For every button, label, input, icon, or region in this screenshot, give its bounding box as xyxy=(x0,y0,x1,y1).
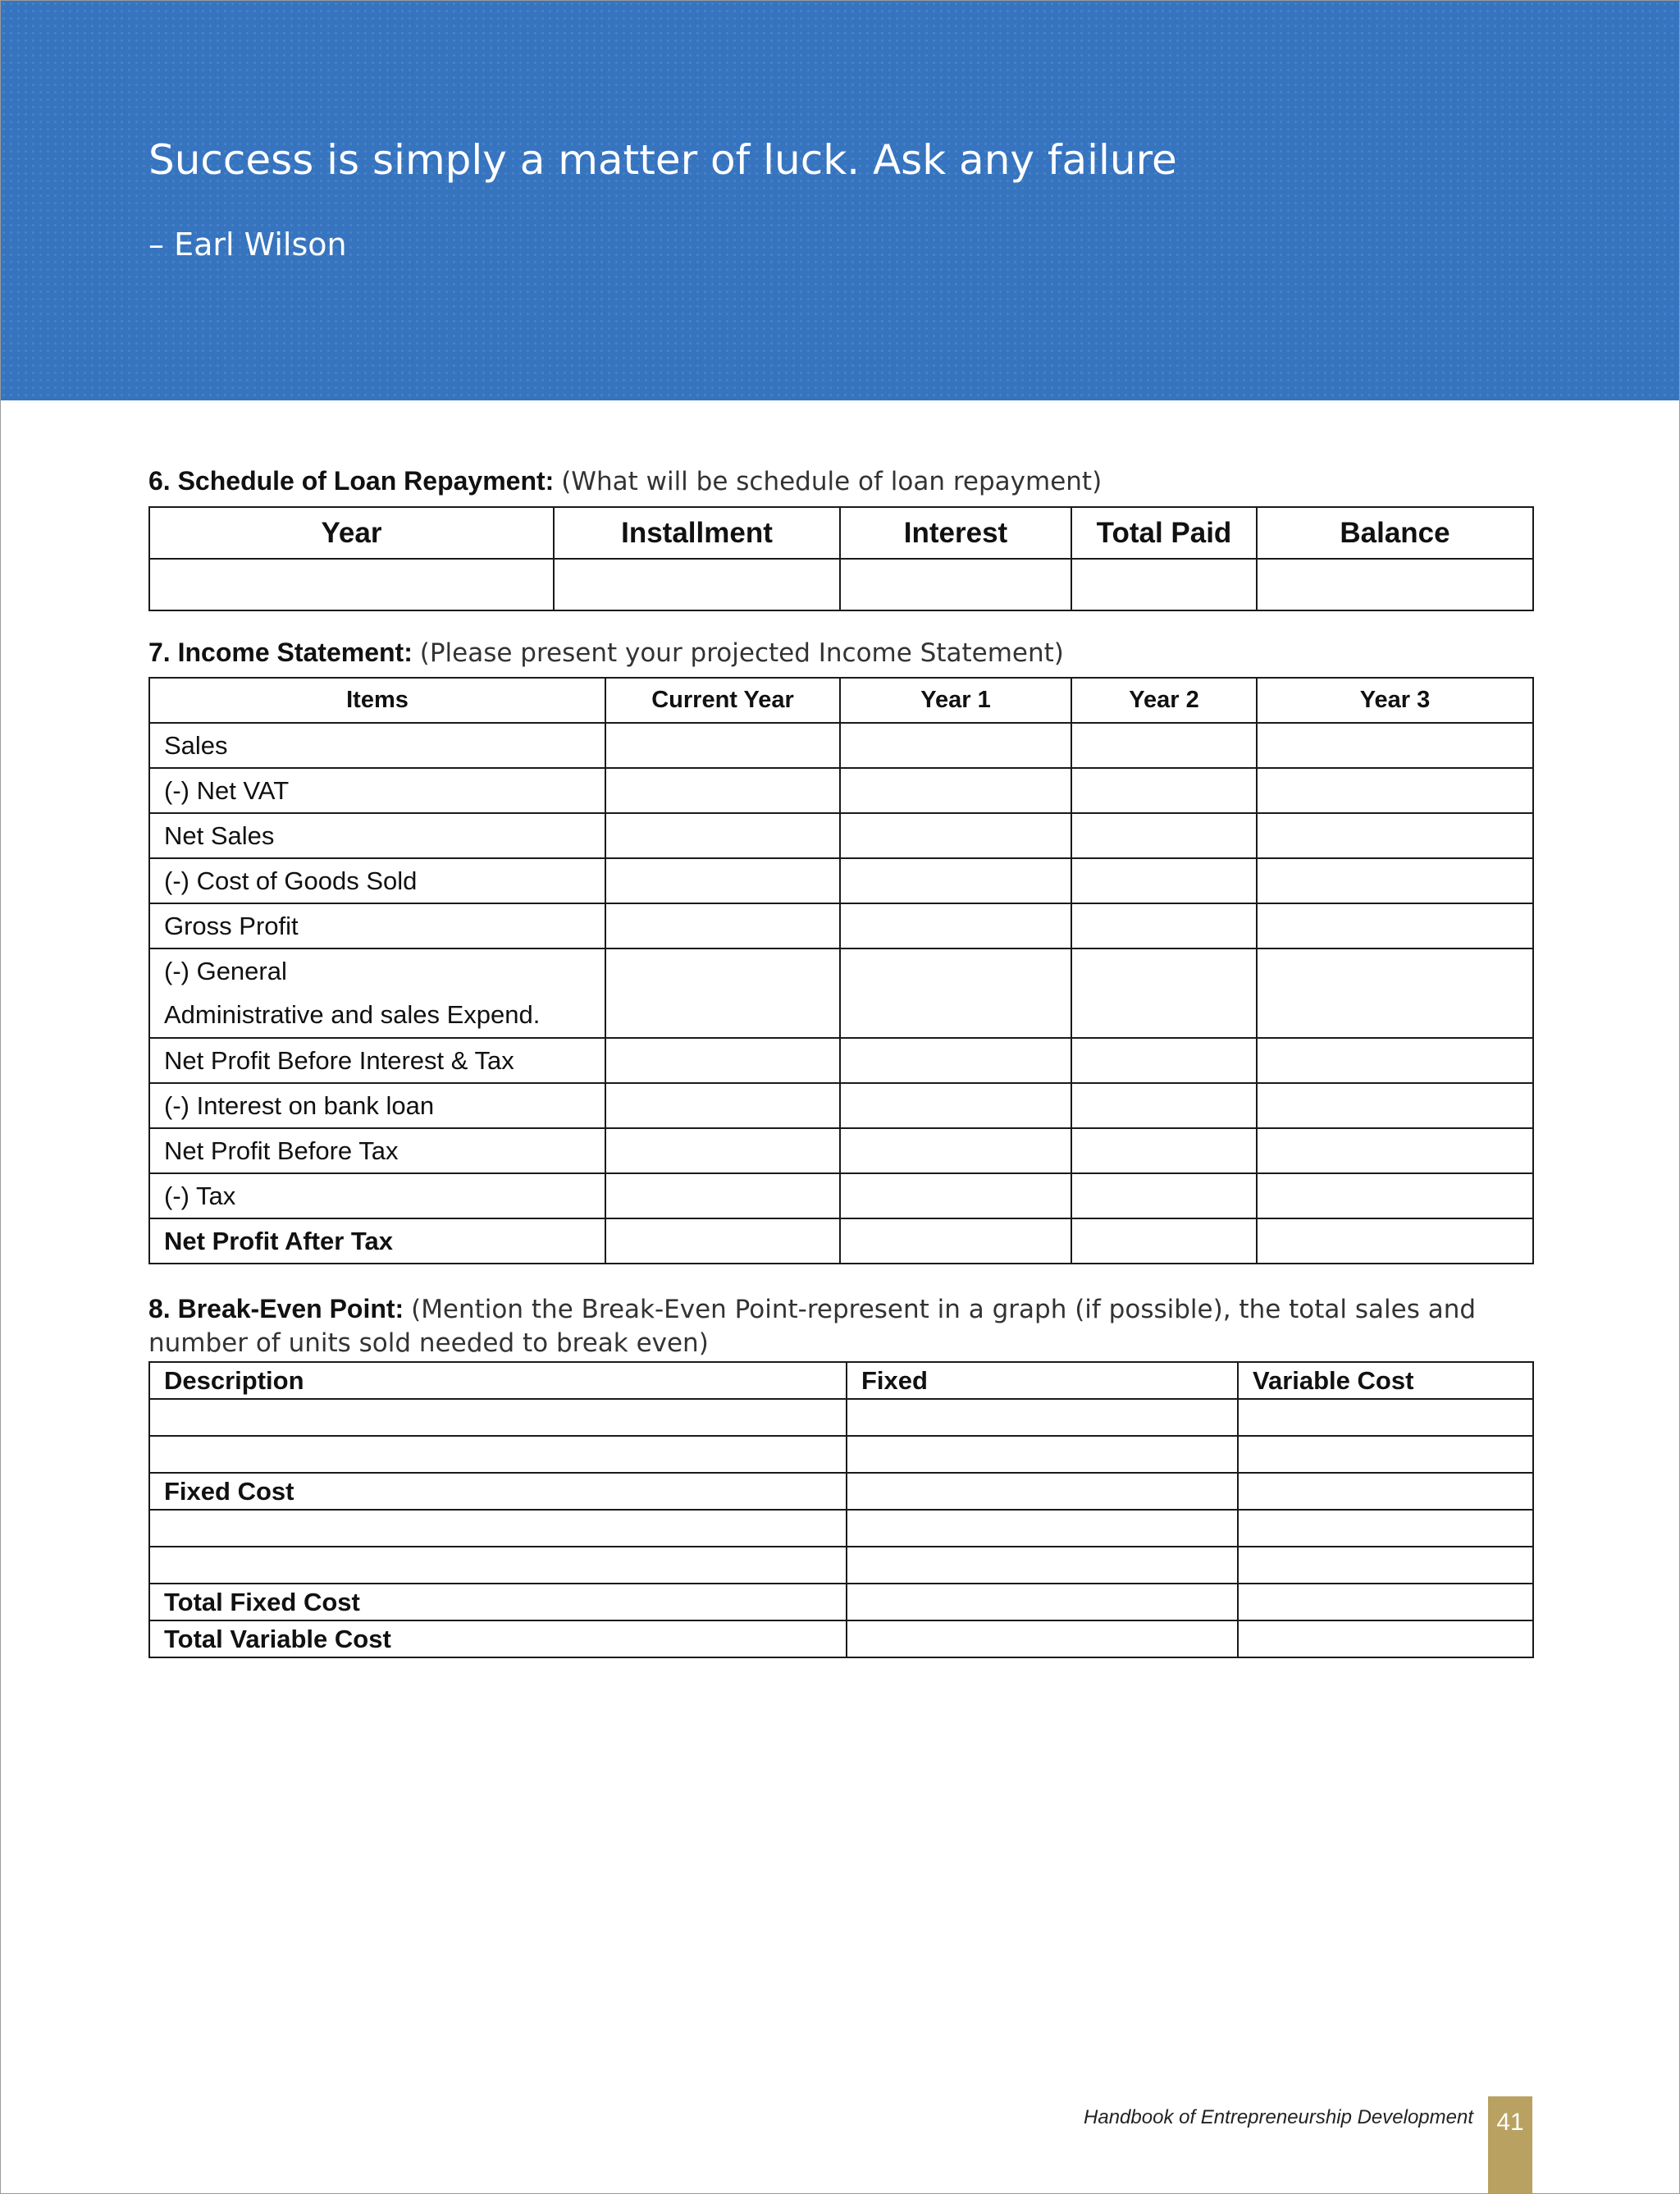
row-label-cost-of-goods-sold: (-) Cost of Goods Sold xyxy=(149,858,605,903)
row-label-net-profit-after-tax: Net Profit After Tax xyxy=(149,1218,605,1264)
table-row xyxy=(149,948,1533,1038)
column-header-interest: Interest xyxy=(840,507,1071,559)
empty-cell[interactable] xyxy=(847,1399,1238,1436)
breakeven-section-heading xyxy=(148,1292,1535,1360)
empty-cell[interactable] xyxy=(847,1584,1238,1620)
quote-text: Success is simply a matter of luck. Ask any failure xyxy=(148,136,1177,184)
row-label-general: (-) General xyxy=(164,957,287,985)
empty-cell[interactable] xyxy=(847,1473,1238,1510)
row-label-net-sales: Net Sales xyxy=(149,813,605,858)
row-label-net-profit-before-interest-tax: Net Profit Before Interest & Tax xyxy=(149,1038,605,1083)
column-header-year-1: Year 1 xyxy=(840,678,1071,723)
empty-cell[interactable] xyxy=(149,1510,847,1547)
empty-cell[interactable] xyxy=(1238,1473,1533,1510)
empty-cell[interactable] xyxy=(840,559,1071,610)
empty-cell[interactable] xyxy=(1071,948,1257,1038)
header-banner xyxy=(0,0,1680,400)
empty-cell[interactable] xyxy=(554,559,840,610)
row-label-interest-bank-loan: (-) Interest on bank loan xyxy=(149,1083,605,1128)
empty-cell[interactable] xyxy=(1071,1218,1257,1264)
table-header-row xyxy=(149,507,1533,559)
empty-cell[interactable] xyxy=(840,1038,1071,1083)
table-row xyxy=(149,1436,1533,1473)
empty-cell[interactable] xyxy=(605,813,840,858)
empty-cell[interactable] xyxy=(847,1436,1238,1473)
row-label-gross-profit: Gross Profit xyxy=(149,903,605,948)
empty-cell[interactable] xyxy=(1071,1173,1257,1218)
column-header-year-3: Year 3 xyxy=(1257,678,1533,723)
empty-cell[interactable] xyxy=(1257,1173,1533,1218)
table-row xyxy=(149,723,1533,768)
empty-cell[interactable] xyxy=(847,1620,1238,1657)
row-label-admin-expend: Administrative and sales Expend. xyxy=(164,1000,541,1029)
empty-cell[interactable] xyxy=(840,1128,1071,1173)
empty-cell[interactable] xyxy=(840,858,1071,903)
table-row xyxy=(149,1173,1533,1218)
empty-cell[interactable] xyxy=(1071,813,1257,858)
empty-cell[interactable] xyxy=(605,948,840,1038)
empty-cell[interactable] xyxy=(605,1173,840,1218)
empty-cell[interactable] xyxy=(605,1038,840,1083)
empty-cell[interactable] xyxy=(1238,1436,1533,1473)
empty-cell[interactable] xyxy=(840,813,1071,858)
empty-cell[interactable] xyxy=(1071,1038,1257,1083)
breakeven-section-note: (Mention the Break-Even Point-represent in a graph (if possible), the total sales and number of units sold needed to break even) xyxy=(148,1295,1477,1358)
empty-cell[interactable] xyxy=(847,1510,1238,1547)
empty-cell[interactable] xyxy=(1071,768,1257,813)
empty-cell[interactable] xyxy=(847,1547,1238,1584)
row-label-sales: Sales xyxy=(149,723,605,768)
income-section-note: (Please present your projected Income Statement) xyxy=(419,638,1064,668)
row-label-net-profit-before-tax: Net Profit Before Tax xyxy=(149,1128,605,1173)
table-row xyxy=(149,1128,1533,1173)
empty-cell[interactable] xyxy=(149,1436,847,1473)
empty-cell[interactable] xyxy=(1257,723,1533,768)
table-row xyxy=(149,813,1533,858)
empty-cell[interactable] xyxy=(840,768,1071,813)
empty-cell[interactable] xyxy=(605,1218,840,1264)
empty-cell[interactable] xyxy=(1071,723,1257,768)
empty-cell[interactable] xyxy=(840,723,1071,768)
empty-cell[interactable] xyxy=(1257,1038,1533,1083)
column-header-current-year: Current Year xyxy=(605,678,840,723)
table-row xyxy=(149,1510,1533,1547)
table-row xyxy=(149,1620,1533,1657)
column-header-year-2: Year 2 xyxy=(1071,678,1257,723)
table-row xyxy=(149,903,1533,948)
loan-section-title: 6. Schedule of Loan Repayment: xyxy=(148,466,555,496)
table-row xyxy=(149,559,1533,610)
column-header-year: Year xyxy=(149,507,554,559)
page-number: 41 xyxy=(1488,2096,1532,2194)
empty-cell[interactable] xyxy=(149,1399,847,1436)
table-row xyxy=(149,1584,1533,1620)
empty-cell[interactable] xyxy=(605,1128,840,1173)
empty-cell[interactable] xyxy=(605,1083,840,1128)
empty-cell[interactable] xyxy=(1238,1399,1533,1436)
empty-cell[interactable] xyxy=(1257,1218,1533,1264)
income-section-title: 7. Income Statement: xyxy=(148,638,413,667)
row-label-total-variable-cost: Total Variable Cost xyxy=(149,1620,847,1657)
empty-cell[interactable] xyxy=(149,559,554,610)
empty-cell[interactable] xyxy=(1257,948,1533,1038)
empty-cell[interactable] xyxy=(840,1173,1071,1218)
table-row xyxy=(149,1038,1533,1083)
empty-cell[interactable] xyxy=(1257,858,1533,903)
empty-cell[interactable] xyxy=(1257,1083,1533,1128)
loan-section-heading xyxy=(148,464,1535,498)
empty-cell[interactable] xyxy=(605,723,840,768)
table-row xyxy=(149,1399,1533,1436)
column-header-total-paid: Total Paid xyxy=(1071,507,1257,559)
column-header-items: Items xyxy=(149,678,605,723)
empty-cell[interactable] xyxy=(1071,903,1257,948)
empty-cell[interactable] xyxy=(1071,858,1257,903)
table-row xyxy=(149,1218,1533,1264)
loan-section-note: (What will be schedule of loan repayment) xyxy=(561,467,1102,496)
column-header-fixed: Fixed xyxy=(847,1362,1238,1399)
column-header-variable-cost: Variable Cost xyxy=(1238,1362,1533,1399)
empty-cell[interactable] xyxy=(1257,903,1533,948)
breakeven-section-title: 8. Break-Even Point: xyxy=(148,1294,404,1323)
empty-cell[interactable] xyxy=(1257,768,1533,813)
column-header-balance: Balance xyxy=(1257,507,1533,559)
column-header-description: Description xyxy=(149,1362,847,1399)
empty-cell[interactable] xyxy=(149,1547,847,1584)
empty-cell[interactable] xyxy=(1071,1083,1257,1128)
row-label-total-fixed-cost: Total Fixed Cost xyxy=(149,1584,847,1620)
empty-cell[interactable] xyxy=(1238,1510,1533,1547)
empty-cell[interactable] xyxy=(1071,1128,1257,1173)
table-row xyxy=(149,858,1533,903)
table-header-row xyxy=(149,678,1533,723)
empty-cell[interactable] xyxy=(1257,559,1533,610)
quote-author: – Earl Wilson xyxy=(148,226,347,263)
empty-cell[interactable] xyxy=(1238,1547,1533,1584)
empty-cell[interactable] xyxy=(840,903,1071,948)
column-header-installment: Installment xyxy=(554,507,840,559)
breakeven-table xyxy=(148,1361,1534,1658)
table-row xyxy=(149,1083,1533,1128)
row-label-fixed-cost: Fixed Cost xyxy=(149,1473,847,1510)
empty-cell[interactable] xyxy=(1071,559,1257,610)
empty-cell[interactable] xyxy=(605,858,840,903)
table-row xyxy=(149,1473,1533,1510)
empty-cell[interactable] xyxy=(605,903,840,948)
empty-cell[interactable] xyxy=(840,1218,1071,1264)
income-statement-table xyxy=(148,677,1534,1264)
table-header-row xyxy=(149,1362,1533,1399)
empty-cell[interactable] xyxy=(1238,1620,1533,1657)
loan-repayment-table xyxy=(148,506,1534,611)
table-row xyxy=(149,768,1533,813)
empty-cell[interactable] xyxy=(1238,1584,1533,1620)
footer-handbook-title: Handbook of Entrepreneurship Development xyxy=(1084,2106,1473,2128)
income-section-heading xyxy=(148,636,1535,670)
table-row xyxy=(149,1547,1533,1584)
row-label-tax: (-) Tax xyxy=(149,1173,605,1218)
empty-cell[interactable] xyxy=(1257,813,1533,858)
row-label-general-admin xyxy=(149,948,605,1038)
row-label-net-vat: (-) Net VAT xyxy=(149,768,605,813)
empty-cell[interactable] xyxy=(840,948,1071,1038)
empty-cell[interactable] xyxy=(605,768,840,813)
empty-cell[interactable] xyxy=(840,1083,1071,1128)
empty-cell[interactable] xyxy=(1257,1128,1533,1173)
